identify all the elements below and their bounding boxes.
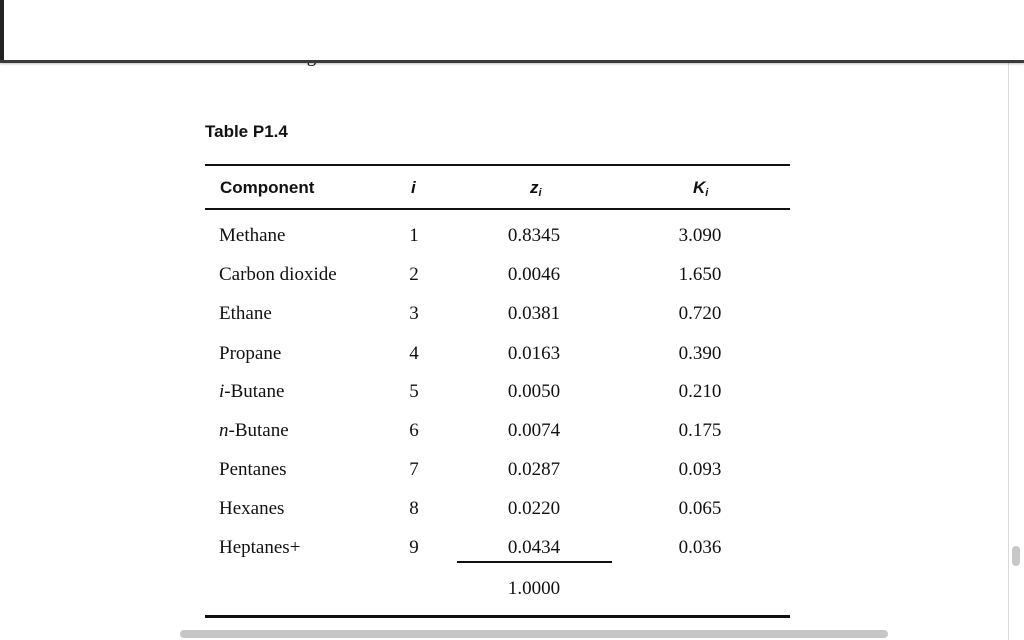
z-total: 1.0000 (507, 578, 561, 599)
header-k-subscript: i (705, 187, 709, 199)
table-row (0, 264, 1024, 294)
header-k-main: K (693, 178, 706, 197)
header-z-main: z (530, 178, 539, 197)
component-name (219, 420, 289, 442)
sum-underline (457, 561, 612, 563)
equilibrium-ratio-k: 3.090 (678, 225, 722, 246)
component-index: 8 (409, 498, 419, 519)
component-index: 4 (409, 343, 419, 364)
mole-fraction-z: 0.0163 (507, 343, 561, 364)
table-caption: Table P1.4 (205, 122, 288, 141)
isomer-suffix: -Butane (224, 381, 285, 402)
component-name (219, 381, 284, 403)
header-k (693, 178, 708, 199)
mole-fraction-z: 0.0434 (507, 537, 561, 558)
component-index: 2 (409, 264, 419, 285)
mole-fraction-z: 0.0220 (507, 498, 561, 519)
component-name: Pentanes (219, 459, 287, 480)
mole-fraction-z: 0.0046 (507, 264, 561, 285)
component-name: Carbon dioxide (219, 264, 337, 285)
isomer-suffix: -Butane (228, 420, 289, 441)
equilibrium-ratio-k: 0.065 (678, 498, 722, 519)
mole-fraction-z: 0.0050 (507, 381, 561, 402)
mole-fraction-z: 0.0287 (507, 459, 561, 480)
header-index: i (411, 178, 416, 197)
table-row (0, 459, 1024, 489)
component-index: 6 (409, 420, 419, 441)
mole-fraction-z: 0.0074 (507, 420, 561, 441)
component-name: Propane (219, 343, 282, 364)
table-row (0, 225, 1024, 255)
table-row (0, 343, 1024, 373)
table-row (0, 420, 1024, 450)
table-row (0, 381, 1024, 411)
table-top-rule (205, 164, 790, 166)
component-index: 3 (409, 303, 419, 324)
equilibrium-ratio-k: 0.390 (678, 343, 722, 364)
equilibrium-ratio-k: 0.175 (678, 420, 722, 441)
overlay-left-edge (0, 0, 4, 60)
component-index: 7 (409, 459, 419, 480)
header-z-subscript: i (538, 187, 542, 199)
equilibrium-ratio-k: 0.720 (678, 303, 722, 324)
horizontal-scrollbar-thumb[interactable] (180, 630, 888, 638)
equilibrium-ratio-k: 0.210 (678, 381, 722, 402)
mole-fraction-z: 0.8345 (507, 225, 561, 246)
component-index: 9 (409, 537, 419, 558)
component-name: Heptanes+ (219, 537, 301, 558)
table-row (0, 303, 1024, 333)
table-bottom-rule (205, 615, 790, 618)
page-right-border (1008, 60, 1009, 640)
equilibrium-ratio-k: 0.036 (678, 537, 722, 558)
isomer-prefix: i (219, 381, 225, 402)
component-name: Methane (219, 225, 286, 246)
mole-fraction-z: 0.0381 (507, 303, 561, 324)
component-name: Ethane (219, 303, 272, 324)
header-component: Component (220, 178, 315, 197)
component-name: Hexanes (219, 498, 285, 519)
vertical-scrollbar-thumb[interactable] (1012, 546, 1020, 566)
equilibrium-ratio-k: 1.650 (678, 264, 722, 285)
table-header-rule (205, 208, 790, 210)
top-overlay-bar (0, 0, 1024, 63)
isomer-prefix: n (219, 420, 229, 441)
equilibrium-ratio-k: 0.093 (678, 459, 722, 480)
component-index: 5 (409, 381, 419, 402)
header-z (530, 178, 542, 199)
component-index: 1 (409, 225, 419, 246)
table-row (0, 498, 1024, 528)
